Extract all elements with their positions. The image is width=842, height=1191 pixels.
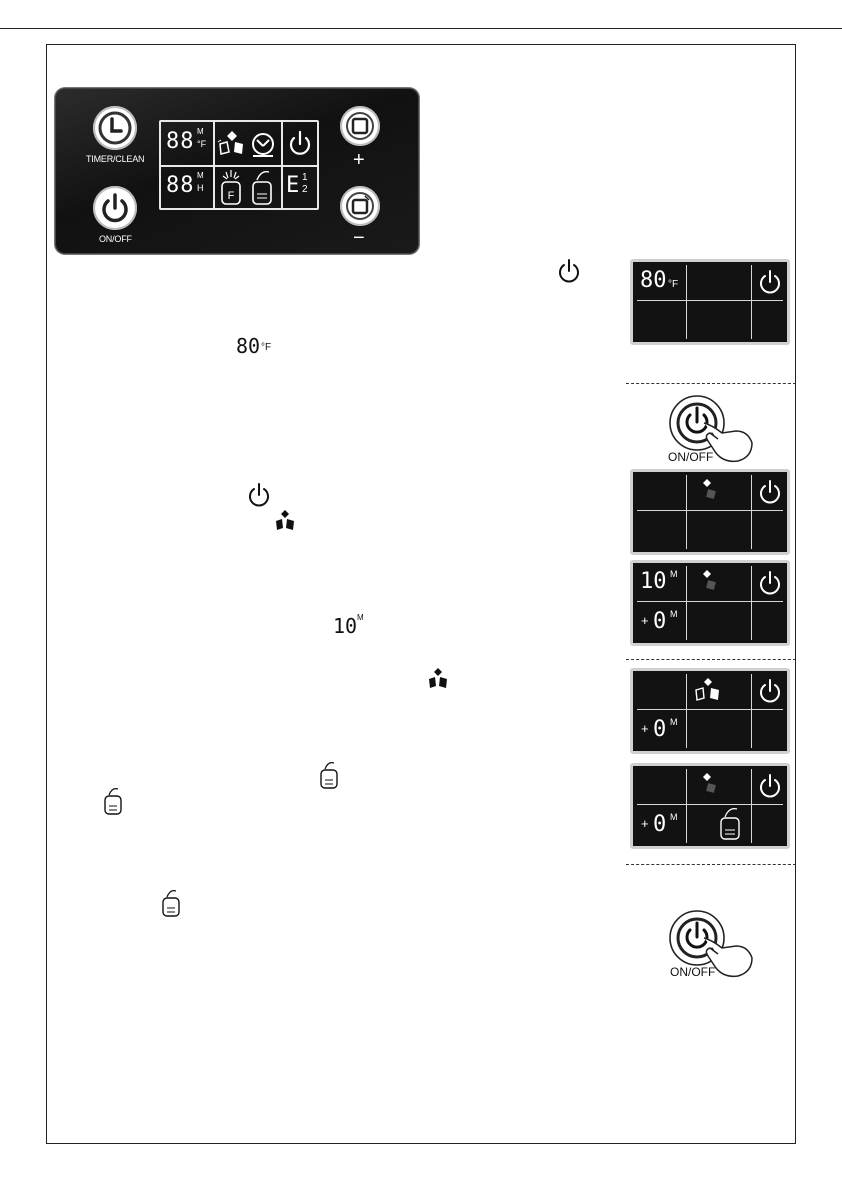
ice-falling-icon bbox=[695, 476, 723, 506]
timer-clean-button[interactable] bbox=[93, 106, 137, 150]
top-unit: °F bbox=[197, 139, 207, 149]
press-label-2: ON/OFF bbox=[670, 965, 716, 979]
display-state-ice-on bbox=[630, 469, 790, 555]
bottom-sub: H bbox=[197, 183, 204, 193]
water-full-icon bbox=[216, 168, 246, 208]
state5-bottom-prefix: + bbox=[641, 816, 649, 831]
onoff-label: ON/OFF bbox=[99, 234, 132, 244]
display-state-clean bbox=[630, 763, 790, 849]
power-inline-icon-2 bbox=[246, 482, 272, 508]
power-icon bbox=[93, 186, 137, 230]
ice-cubes-icon bbox=[215, 128, 249, 160]
display-state-standby bbox=[630, 259, 790, 345]
plus-sign: + bbox=[353, 149, 365, 171]
display-state-timer bbox=[630, 560, 790, 646]
bottom-digits: 88 bbox=[166, 173, 195, 198]
standby-icon bbox=[757, 773, 783, 799]
plus-button[interactable] bbox=[340, 106, 380, 146]
clock-icon bbox=[93, 106, 137, 150]
state4-bottom-digits: 0 bbox=[653, 717, 667, 742]
lcd-display bbox=[159, 120, 319, 210]
clean-tank-inline-icon bbox=[318, 760, 340, 790]
error-n1: 1 bbox=[302, 172, 308, 183]
cube-tilt-icon bbox=[340, 186, 380, 226]
bottom-sup: M bbox=[197, 171, 204, 180]
inline-temp-unit: °F bbox=[261, 342, 272, 353]
error-n2: 2 bbox=[302, 184, 308, 195]
state4-bottom-sup: M bbox=[670, 717, 678, 727]
state3-top-digits: 10 bbox=[640, 569, 667, 594]
state3-bottom-digits: 0 bbox=[653, 609, 667, 634]
state1-unit: °F bbox=[668, 279, 679, 290]
clean-tank-inline-icon-2 bbox=[102, 786, 124, 816]
standby-icon bbox=[284, 128, 316, 160]
fahrenheit-badge: F bbox=[227, 190, 235, 202]
standby-icon bbox=[757, 479, 783, 505]
power-button[interactable] bbox=[93, 186, 137, 230]
state5-bottom-sup: M bbox=[670, 812, 678, 822]
fan-icon bbox=[247, 128, 279, 160]
state3-bottom-sup: M bbox=[670, 609, 678, 619]
top-sup: M bbox=[197, 127, 204, 136]
state3-top-sup: M bbox=[670, 569, 678, 579]
standby-icon bbox=[757, 570, 783, 596]
state4-bottom-prefix: + bbox=[641, 721, 649, 736]
standby-icon bbox=[757, 678, 783, 704]
header-rule bbox=[0, 28, 842, 29]
section-divider bbox=[626, 383, 796, 384]
clean-tank-inline-icon-3 bbox=[160, 888, 182, 918]
timer-clean-label: TIMER/CLEAN bbox=[86, 154, 145, 164]
display-state-ice-full bbox=[630, 668, 790, 754]
minus-button[interactable] bbox=[340, 186, 380, 226]
top-digits: 88 bbox=[166, 129, 195, 154]
inline-temp-digits: 80 bbox=[236, 334, 261, 358]
standby-icon bbox=[757, 269, 783, 295]
ice-falling-icon bbox=[695, 770, 723, 800]
state3-bottom-prefix: + bbox=[641, 613, 649, 628]
inline-timer-sup: M bbox=[357, 613, 364, 622]
inline-timer-digits: 10 bbox=[333, 614, 358, 638]
ice-inline-icon-2 bbox=[425, 666, 451, 690]
minus-sign: − bbox=[353, 227, 365, 249]
control-panel bbox=[55, 88, 419, 254]
state5-bottom-digits: 0 bbox=[653, 812, 667, 837]
section-divider-3 bbox=[626, 864, 796, 865]
clean-tank-icon bbox=[717, 806, 743, 842]
state1-digits: 80 bbox=[640, 268, 667, 293]
ice-falling-icon bbox=[695, 567, 723, 597]
section-divider-2 bbox=[626, 659, 796, 660]
press-label-1: ON/OFF bbox=[668, 450, 714, 464]
error-code: E bbox=[286, 173, 301, 198]
ice-cubes-icon bbox=[691, 675, 725, 705]
power-inline-icon bbox=[556, 258, 582, 284]
ice-inline-icon bbox=[272, 508, 298, 532]
clean-tank-icon bbox=[247, 168, 277, 208]
cube-icon bbox=[340, 106, 380, 146]
